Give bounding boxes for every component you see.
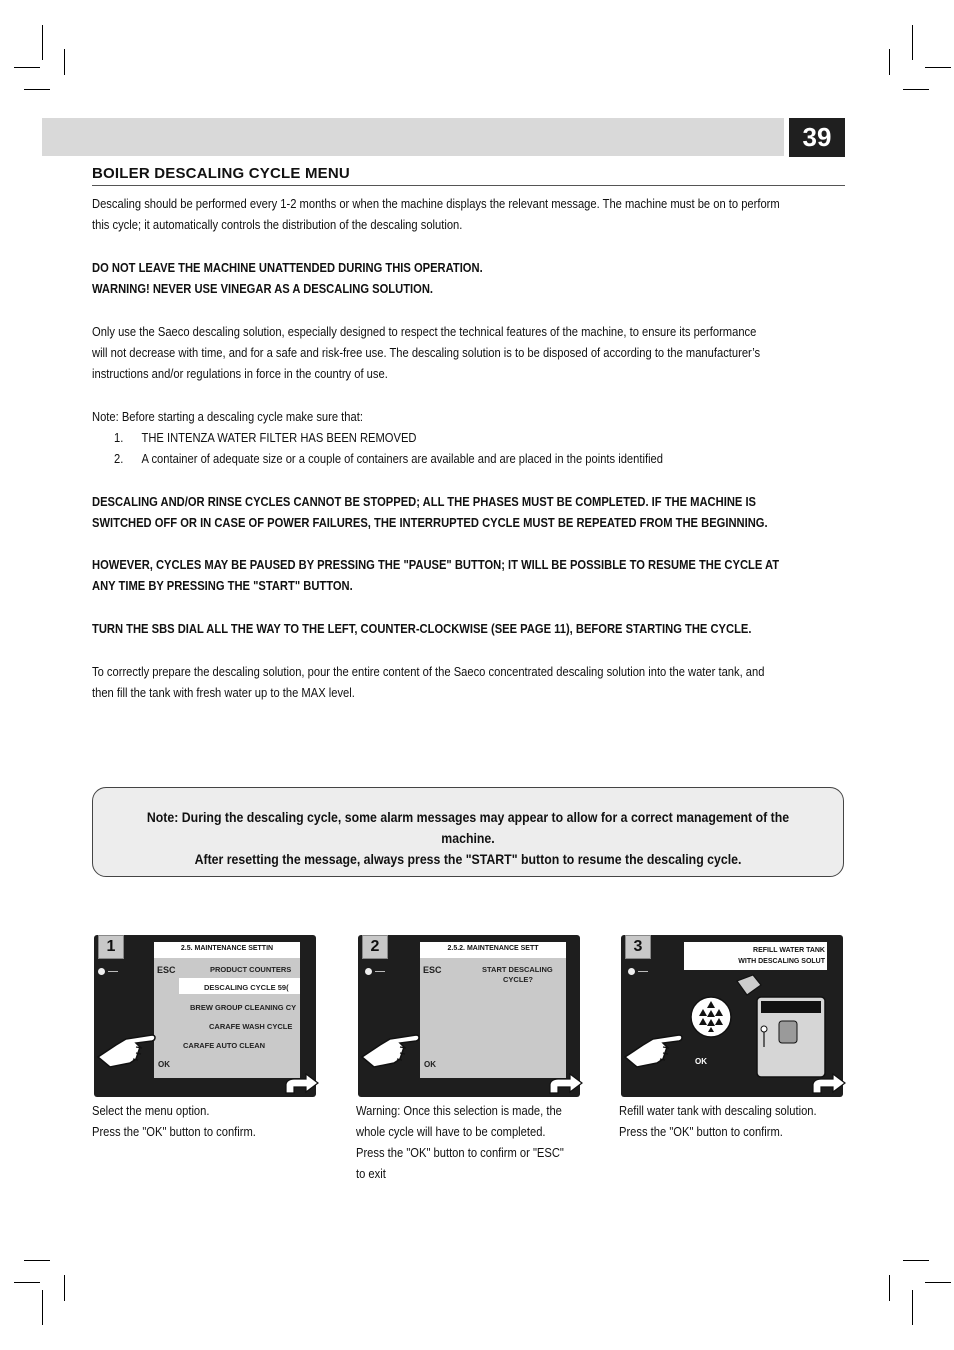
step-1-caption [92,1100,324,1142]
prompt-line: CYCLE? [503,975,533,984]
text-line: Press the "OK" button to confirm. [619,1124,783,1139]
list-item [114,427,417,448]
list-text: THE INTENZA WATER FILTER HAS BEEN REMOVED [141,430,417,445]
bold-block-pause [92,554,849,596]
note-intro: Note: Before starting a descaling cycle make sure that: [92,409,363,424]
pointing-hand-icon [96,1027,160,1071]
menu-item: BREW GROUP CLEANING CY [190,1003,297,1012]
crop-mark [889,1275,890,1301]
ok-label: OK [695,1057,707,1066]
led-icon [98,968,105,975]
step-2-illustration [358,935,580,1097]
list-item [114,448,663,469]
esc-label: ESC [423,965,442,975]
menu-item: PRODUCT COUNTERS [210,965,292,974]
list-text: A container of adequate size or a couple of containers are available and are placed in the points identified [141,451,663,466]
solution-paragraph [92,321,849,384]
text-line: DO NOT LEAVE THE MACHINE UNATTENDED DURING THIS OPERATION. [92,260,483,275]
header-band [42,118,784,156]
display-screen [154,942,300,1078]
text-line: WITH DESCALING SOLUT [738,958,825,965]
bold-block-cycles [92,491,849,533]
list-number: 1. [114,430,124,445]
text-line: Only use the Saeco descaling solution, especially designed to respect the technical features of the machine, to ensure its performance [92,324,757,339]
section-title: BOILER DESCALING CYCLE MENU [92,165,845,186]
screen-title: 2.5.2. MAINTENANCE SETT [420,942,566,958]
text-line: HOWEVER, CYCLES MAY BE PAUSED BY PRESSING THE "PAUSE" BUTTON; IT WILL BE POSSIBLE TO RESUME THE CYCLE AT [92,557,780,572]
divider [638,971,648,972]
text-line: After resetting the message, always press the "START" button to resume the descaling cycle. [194,851,742,867]
crop-mark [42,1290,43,1325]
descaler-bottle-icon [689,995,733,1039]
step-badge: 3 [625,935,651,959]
crop-mark [64,1275,65,1301]
display-screen [420,942,566,1078]
intro-paragraph [92,193,849,235]
text-line: Select the menu option. [92,1103,210,1118]
pointing-hand-icon [623,1027,687,1071]
crop-mark [14,67,40,68]
menu-item: CARAFE WASH CYCLE [209,1022,293,1031]
step-3-caption [619,1100,851,1142]
text-line: Warning: Once this selection is made, the [356,1103,562,1118]
step-badge: 2 [362,935,388,959]
water-tank-icon [731,973,827,1083]
crop-mark [912,25,913,60]
text-line: Descaling should be performed every 1-2 months or when the machine displays the relevant message. The machine must be on to perform [92,196,780,211]
crop-mark [24,1260,50,1261]
text-line: REFILL WATER TANK [753,947,825,954]
bold-block-sbs: TURN THE SBS DIAL ALL THE WAY TO THE LEFT, COUNTER-CLOCKWISE (SEE PAGE 11), BEFORE STARTING THE CYCLE. [92,621,752,636]
screen-title [684,942,827,970]
crop-mark [42,25,43,60]
pointing-hand-icon [360,1027,424,1071]
next-arrow-icon [548,1073,584,1095]
step-2-caption [356,1100,588,1184]
menu-item-selected: DESCALING CYCLE 59( [204,983,289,992]
text-line: Refill water tank with descaling solution. [619,1103,817,1118]
crop-mark [903,89,929,90]
list-number: 2. [114,451,124,466]
text-line: Press the "OK" button to confirm. [92,1124,256,1139]
text-line: will not decrease with time, and for a safe and risk-free use. The descaling solution is to be disposed of according to the manufacturer’s [92,345,761,360]
crop-mark [925,67,951,68]
text-line: DESCALING AND/OR RINSE CYCLES CANNOT BE STOPPED; ALL THE PHASES MUST BE COMPLETED. IF THE MACHINE IS [92,494,757,509]
crop-mark [903,1260,929,1261]
text-line: Note: During the descaling cycle, some alarm messages may appear to allow for a correct management of the machine. [146,809,790,846]
esc-label: ESC [157,965,176,975]
divider [108,971,118,972]
prep-paragraph [92,661,849,703]
text-line: WARNING! NEVER USE VINEGAR AS A DESCALING SOLUTION. [92,281,434,296]
menu-item: CARAFE AUTO CLEAN [183,1041,266,1050]
crop-mark [889,49,890,75]
text-line: then fill the tank with fresh water up to the MAX level. [92,685,355,700]
text-line: to exit [356,1166,386,1181]
text-line: ANY TIME BY PRESSING THE "START" BUTTON. [92,578,353,593]
ok-label: OK [158,1060,170,1069]
note-text [93,807,843,870]
text-line: Press the "OK" button to confirm or "ESC" [356,1145,564,1160]
warning-block [92,257,849,299]
crop-mark [14,1282,40,1283]
next-arrow-icon [284,1073,320,1095]
led-icon [628,968,635,975]
text-line: whole cycle will have to be completed. [356,1124,546,1139]
step-badge: 1 [98,935,124,959]
prompt-line: START DESCALING [482,965,553,974]
step-1-illustration [94,935,316,1097]
text-line: SWITCHED OFF OR IN CASE OF POWER FAILURES, THE INTERRUPTED CYCLE MUST BE REPEATED FROM THE BEGINNING. [92,515,768,530]
crop-mark [64,49,65,75]
led-icon [365,968,372,975]
next-arrow-icon [811,1073,847,1095]
note-box [92,787,844,877]
divider [375,971,385,972]
crop-mark [24,89,50,90]
text-line: instructions and/or regulations in force in the country of use. [92,366,388,381]
screen-title: 2.5. MAINTENANCE SETTIN [154,942,300,958]
text-line: To correctly prepare the descaling solution, pour the entire content of the Saeco concentrated descaling solution into the water tank, and [92,664,765,679]
crop-mark [912,1290,913,1325]
crop-mark [925,1282,951,1283]
step-3-illustration [621,935,843,1097]
ok-label: OK [424,1060,436,1069]
text-line: this cycle; it automatically controls the distribution of the descaling solution. [92,217,463,232]
page-number: 39 [789,118,845,157]
